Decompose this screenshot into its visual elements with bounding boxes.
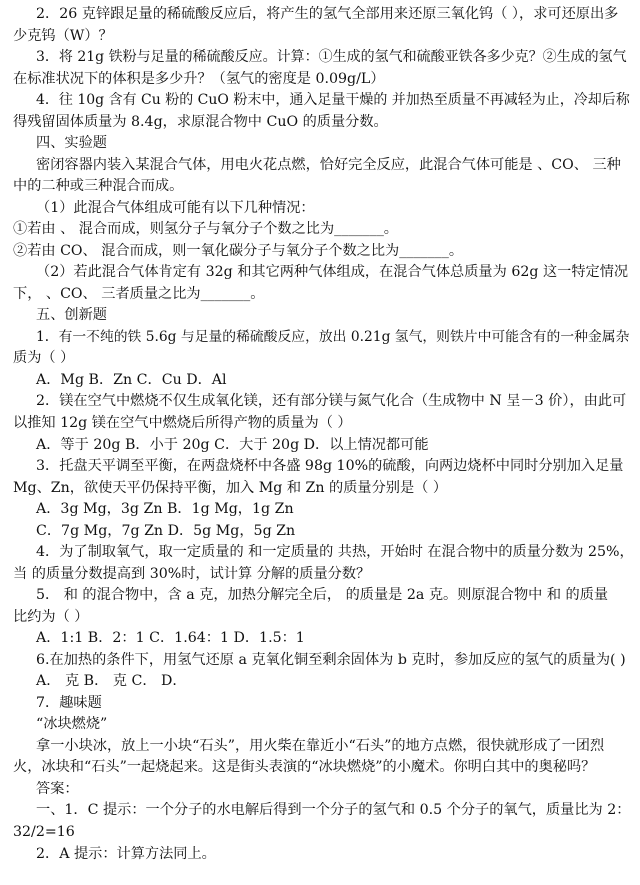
- q3-calc-line1: 3．将 21g 铁粉与足量的稀硫酸反应。计算：①生成的氢气和硫酸亚铁各多少克？②生成的氢气: [36, 49, 627, 65]
- experiment-part2-line1: （2）若此混合气体肯定有 32g 和其它两种气体组成，在混合气体总质量为 62g 这一特定情况: [36, 264, 629, 281]
- experiment-case2: ②若由 CO、 混合而成，则一氧化碳分子与氧分子个数之比为_______。: [13, 242, 464, 259]
- innov-q2-options: A．等于 20g B．小于 20g C．大于 20g D．以上情况都可能: [36, 436, 429, 453]
- q2-calc-line2: 少克钨（W）？: [13, 27, 113, 44]
- innov-q1-line1: 1．有一不纯的铁 5.6g 与足量的稀硫酸反应，放出 0.21g 氢气，则铁片中可能含有的一种金属杂: [36, 328, 630, 345]
- experiment-case1: ①若由 、 混合而成，则氢分子与氧分子个数之比为_______。: [13, 221, 398, 238]
- innov-q3-options-ab: A．3g Mg，3g Zn B．1g Mg，1g Zn: [36, 501, 294, 518]
- innov-q3-line1: 3．托盘天平调至平衡，在两盘烧杯中各盛 98g 10%的硫酸，向两边烧杯中同时分别加入足量: [36, 458, 624, 474]
- innov-q5-options: A．1:1 B．2：1 C．1.64：1 D．1.5：1: [36, 630, 305, 647]
- innov-q7-heading: 7．趣味题: [36, 694, 102, 711]
- innov-q3-options-cd: C．7g Mg，7g Zn D．5g Mg，5g Zn: [36, 522, 296, 539]
- innov-q2-line1: 2．镁在空气中燃烧不仅生成氧化镁，还有部分镁与氮气化合（生成物中 N 呈－3 价），由此可: [36, 393, 627, 410]
- answer-1-line1: 一、1．C 提示：一个分子的水电解后得到一个分子的氢气和 0.5 个分子的氧气，质量比为 2：: [36, 802, 631, 819]
- q4-calc-line1: 4．往 10g 含有 Cu 粉的 CuO 粉末中，通入足量干燥的 并加热至质量不再减轻为止，冷却后称: [36, 92, 630, 109]
- innov-q1-line2: 质为（ ）: [13, 350, 75, 367]
- experiment-line2: 中的二种或三种混合而成。: [13, 178, 184, 195]
- innov-q3-line2: Mg、Zn，欲使天平仍保持平衡，加入 Mg 和 Zn 的质量分别是（ ）: [13, 479, 448, 496]
- innov-q2-line2: 以推知 12g 镁在空气中燃烧后所得产物的质量为（ ）: [13, 415, 352, 431]
- experiment-part2-line2: 下， 、CO、 三者质量之比为_______。: [13, 285, 265, 302]
- innov-q4-line1: 4．为了制取氧气，取一定质量的 和一定质量的 共热，开始时 在混合物中的质量分数为 25%，: [36, 544, 634, 561]
- fun-title: “冰块燃烧”: [36, 716, 108, 733]
- q4-calc-line2: 得残留固体质量为 8.4g，求原混合物中 CuO 的质量分数。: [13, 113, 388, 130]
- experiment-part1: （1）此混合气体组成可能有以下几种情况：: [36, 199, 315, 216]
- answer-2: 2．A 提示：计算方法同上。: [36, 845, 216, 862]
- innov-q6-options: A． 克 B． 克 C． D．: [36, 673, 187, 690]
- q2-calc-line1: 2．26 克锌跟足量的稀硫酸反应后，将产生的氢气全部用来还原三氧化钨（ ），求可还原出多: [36, 6, 619, 22]
- innov-q1-options: A．Mg B．Zn C．Cu D．Al: [36, 371, 227, 388]
- section-heading-experiment: 四、实验题: [36, 135, 107, 152]
- section-heading-innovation: 五、创新题: [36, 307, 107, 324]
- innov-q4-line2: 当 的质量分数提高到 30%时，试计算 分解的质量分数？: [13, 565, 371, 582]
- innov-q5-line1: 5． 和 的混合物中，含 a 克，加热分解完全后， 的质量是 2a 克。则原混合物中 和 的质量: [36, 587, 609, 604]
- fun-text-line1: 拿一小块冰，放上一小块“石头”，用火柴在靠近小“石头”的地方点燃，很快就形成了一团烈: [36, 737, 605, 754]
- innov-q6-line1: 6.在加热的条件下，用氢气还原 a 克氧化铜至剩余固体为 b 克时，参加反应的氢气的质量为( ): [36, 651, 626, 668]
- innov-q5-line2: 比约为（ ）: [13, 608, 89, 625]
- experiment-line1: 密闭容器内装入某混合气体，用电火花点燃，恰好完全反应，此混合气体可能是 、CO、 三种: [36, 156, 621, 173]
- answer-1-line2: 32/2=16: [13, 823, 75, 840]
- fun-text-line2: 火，冰块和“石头”一起烧起来。这是街头表演的“冰块燃烧”的小魔术。你明白其中的奥秘吗？: [13, 759, 596, 776]
- q3-calc-line2: 在标准状况下的体积是多少升？（氢气的密度是 0.09g/L）: [13, 70, 385, 87]
- answers-heading: 答案：: [36, 780, 79, 797]
